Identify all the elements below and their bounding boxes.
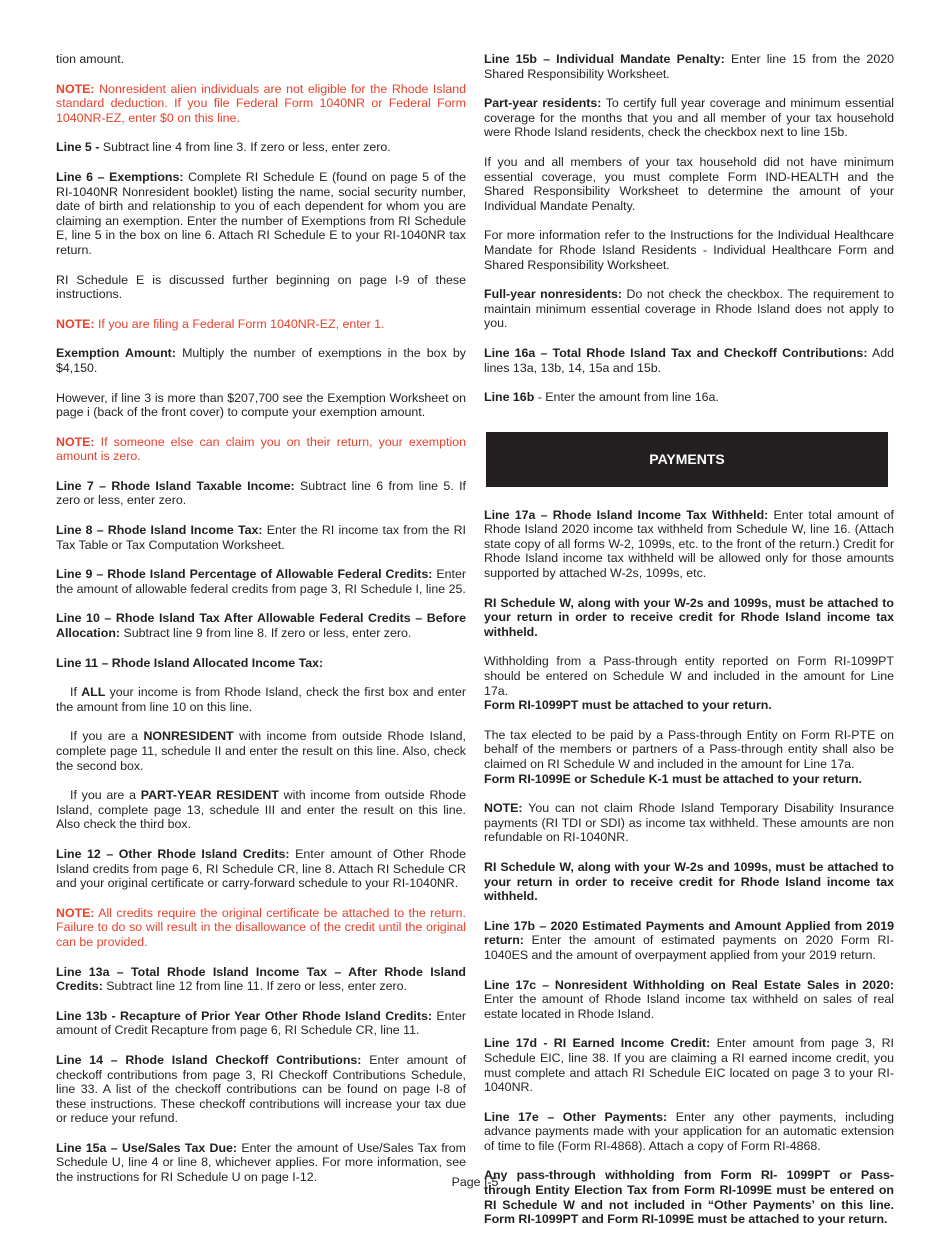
note-credits-certificate: NOTE: All credits require the original certificate be attached to the return. Failure to do so will result in the disallowance of the credit until the original can be provided. [56, 905, 466, 949]
line-12-instructions: Line 12 – Other Rhode Island Credits: Enter amount of Other Rhode Island credits from page 6, RI Schedule CR, line 8. Attach RI Schedule CR and your original certificate or carry-forward schedule to your RI-1040NR. [56, 846, 467, 891]
part-year-residents-paragraph: Part-year residents: To certify full year coverage and minimum essential coverage for the months that you and all member of your tax household were Rhode Island residents, check the checkbox next to line 15b. [484, 96, 894, 140]
line-17d-instructions: Line 17d - RI Earned Income Credit: Enter amount from page 3, RI Schedule EIC, line 38. If you are claiming a RI earned income credit, you must complete and attach RI Schedule EIC located on page 3 to your RI-1040NR. [484, 1036, 894, 1095]
line-8-instructions: Line 8 – Rhode Island Income Tax: Enter the RI income tax from the RI Tax Table or Tax Computation Worksheet. [56, 523, 466, 552]
line-17c-instructions: Line 17c – Nonresident Withholding on Real Estate Sales in 2020: Enter the amount of Rhode Island income tax withheld on sales of real estate located in Rhode Island. [484, 977, 894, 1021]
line-6-instructions: Line 6 – Exemptions: Complete RI Schedule E (found on page 5 of the RI-1040NR Nonresident booklet) listing the name, social security number, date of birth and relationship to you of each dependent for whom you are claiming an exemption. Enter the number of Exemptions from RI Schedule E, line 5 in the box on line 6. Attach RI Schedule E to your RI-1040NR tax return. [56, 169, 466, 257]
note-1040nr-ez: NOTE: If you are filing a Federal Form 1040NR-EZ, enter 1. [56, 316, 385, 331]
exemption-worksheet-paragraph: However, if line 3 is more than $207,700 see the Exemption Worksheet on page i (back of the front cover) to compute your exemption amount. [56, 390, 466, 420]
page-number: Page I-5 [451, 1175, 499, 1189]
left-column [56, 52, 466, 1200]
line-13b-instructions: Line 13b - Recapture of Prior Year Other Rhode Island Credits: Enter amount of Credit Recapture from page 6, RI Schedule CR, line 11. [56, 1008, 466, 1038]
more-information-paragraph: For more information refer to the Instructions for the Individual Healthcare Mandate for Rhode Island Residents - Individual Healthcare Form and Shared Responsibility Worksheet. [484, 228, 894, 272]
note-exemption-zero: NOTE: If someone else can claim you on their return, your exemption amount is zero. [56, 434, 466, 464]
note-nonresident-alien: NOTE: Nonresident alien individuals are not eligible for the Rhode Island standard deduction. If you file Federal Form 1040NR or Federal Form 1040NR-EZ, enter $0 on this line. [56, 81, 466, 125]
schedule-w-requirement-repeat: RI Schedule W, along with your W-2s and 1099s, must be attached to your return in order to receive credit for Rhode Island income tax withheld. [484, 859, 894, 904]
pass-through-withholding-paragraph: Withholding from a Pass-through entity reported on Form RI-1099PT should be entered on Schedule W and included in the amount for Line 17a. Form RI-1099PT must be attached to your return. [484, 654, 894, 713]
line-16a-instructions: Line 16a – Total Rhode Island Tax and Checkoff Contributions: Add lines 13a, 13b, 14, 15a and 15b. [484, 345, 894, 375]
line-11-nonresident: If you are a NONRESIDENT with income from outside Rhode Island, complete page 11, schedule II and enter the result on this line. Also, check the second box. [56, 729, 467, 773]
pass-through-entity-tax-paragraph: The tax elected to be paid by a Pass-through Entity on Form RI-PTE on behalf of the members or partners of a Pass-through entity shall also be claimed on RI Schedule W and included in the amount for Line 17a. Form RI-1099E or Schedule K-1 must be attached to your return. [484, 727, 894, 786]
line-16b-instructions: Line 16b - Enter the amount from line 16a. [484, 390, 719, 405]
line-11-part-year: If you are a PART-YEAR RESIDENT with income from outside Rhode Island, complete page 13, schedule III and enter the result on this line. Also check the third box. [56, 788, 466, 832]
exemption-amount-paragraph: Exemption Amount: Multiply the number of exemptions in the box by $4,150. [56, 346, 466, 375]
line-5-instructions: Line 5 - Subtract line 4 from line 3. If zero or less, enter zero. [56, 140, 391, 155]
line-17e-instructions: Line 17e – Other Payments: Enter any other payments, including advance payments made with your application for an automatic extension of time to file (Form RI-4868). Attach a copy of Form RI-4868. [484, 1109, 894, 1153]
line-15b-instructions: Line 15b – Individual Mandate Penalty: Enter line 15 from the 2020 Shared Responsibility Worksheet. [484, 52, 894, 81]
line-9-instructions: Line 9 – Rhode Island Percentage of Allowable Federal Credits: Enter the amount of allowable federal credits from page 3, RI Schedule I, line 25. [56, 567, 466, 596]
line-10-instructions: Line 10 – Rhode Island Tax After Allowable Federal Credits – Before Allocation: Subtract line 9 from line 8. If zero or less, enter zero. [56, 611, 466, 641]
payments-section-banner: PAYMENTS [486, 432, 888, 487]
line-13a-instructions: Line 13a – Total Rhode Island Income Tax – After Rhode Island Credits: Subtract line 12 from line 11. If zero or less, enter zero. [56, 964, 466, 994]
paragraph: tion amount. [56, 52, 125, 66]
line-11-heading: Line 11 – Rhode Island Allocated Income Tax: [56, 655, 324, 670]
full-year-nonresidents-paragraph: Full-year nonresidents: Do not check the checkbox. The requirement to maintain minimum essential coverage in Rhode Island does not apply to you. [484, 287, 894, 331]
schedule-e-paragraph: RI Schedule E is discussed further beginning on page I-9 of these instructions. [56, 272, 466, 302]
note-tdi: NOTE: You can not claim Rhode Island Temporary Disability Insurance payments (RI TDI or SDI) as income tax withheld. These amounts are non refundable on RI-1040NR. [484, 801, 894, 845]
pass-through-requirement: Any pass-through withholding from Form RI- 1099PT or Pass-through Entity Election Tax from Form RI-1099E must be entered on RI Schedule W and not included in “Other Payments’ on this line. Form RI-1099PT and Form RI-1099E must be attached to your return. [484, 1168, 894, 1227]
line-11-all-income: If ALL your income is from Rhode Island, check the first box and enter the amount from line 10 on this line. [56, 685, 466, 714]
line-7-instructions: Line 7 – Rhode Island Taxable Income: Subtract line 6 from line 5. If zero or less, enter zero. [56, 478, 466, 508]
line-17a-instructions: Line 17a – Rhode Island Income Tax Withheld: Enter total amount of Rhode Island 2020 income tax withheld from Schedule W, line 16. (Attach state copy of all forms W-2, 1099s, etc. to the front of the return.) Credit for Rhode Island income tax withheld will be allowed only for those amounts supported by attached W-2s, 1099s, etc. [484, 507, 894, 581]
line-14-instructions: Line 14 – Rhode Island Checkoff Contributions: Enter amount of checkoff contributions from page 3, RI Checkoff Contributions Schedule, line 33. A list of the checkoff contributions can be found on page I-8 of these instructions. These checkoff contributions will increase your tax due or reduce your refund. [56, 1052, 467, 1126]
schedule-w-requirement: RI Schedule W, along with your W-2s and 1099s, must be attached to your return in order to receive credit for Rhode Island income tax withheld. [484, 595, 894, 639]
right-column [484, 52, 894, 1242]
line-17b-instructions: Line 17b – 2020 Estimated Payments and Amount Applied from 2019 return: Enter the amount of estimated payments on 2020 Form RI-1040ES and the amount of overpayment applied from your 2019 return. [484, 918, 894, 962]
line-15a-instructions: Line 15a – Use/Sales Tax Due: Enter the amount of Use/Sales Tax from Schedule U, line 4 or line 8, whichever applies. For more information, see the instructions for RI Schedule U on page I-12. [56, 1140, 466, 1185]
coverage-paragraph: If you and all members of your tax household did not have minimum essential coverage, you must complete Form IND-HEALTH and the Shared Responsibility Worksheet to determine the amount of your Individual Mandate Penalty. [484, 154, 894, 213]
